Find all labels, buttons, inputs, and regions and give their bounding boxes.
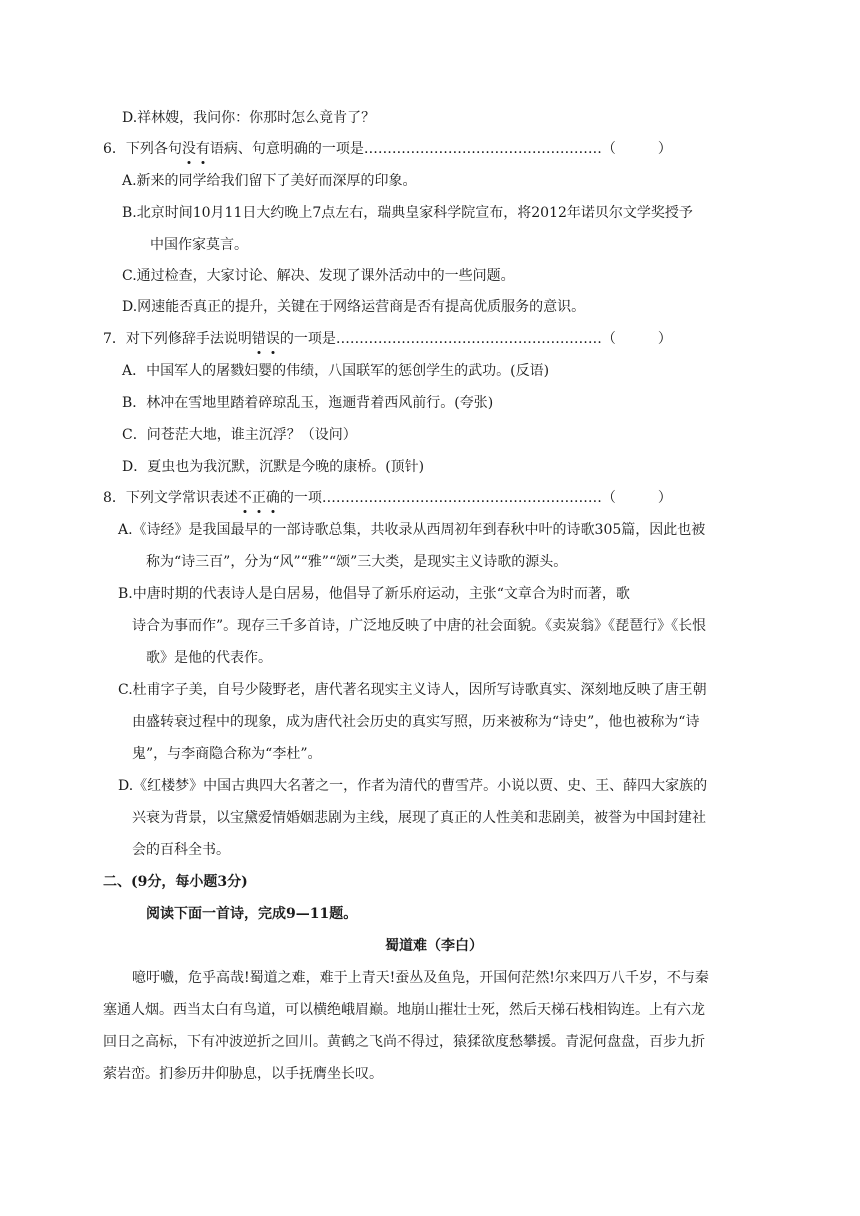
q7-option-c: C．问苍茫大地，谁主沉浮？（设问） [122,427,357,443]
emphasis-char: 没 [181,141,196,157]
emphasis-dotted [238,490,280,506]
section-two-heading: 二、(9分，每小题3分) [103,874,248,890]
emphasis-char: 不 [237,490,252,506]
emphasis-char: 确 [265,490,280,506]
q7-option-a: A．中国军人的屠戮妇婴的伟绩，八国联军的惩创学生的武功。(反语) [122,363,550,379]
q6-option-c: C.通过检查，大家讨论、解决、发现了课外活动中的一些问题。 [122,268,515,284]
emphasis-dotted [182,141,210,157]
q8-option-a-cont: 称为“诗三百”，分为“风”“雅”“颂”三大类，是现实主义诗歌的源头。 [146,554,568,570]
emphasis-dotted [252,331,280,347]
question-6-stem: 6．下列各句没有语病、句意明确的一项是……………………………………………（ ） [103,141,672,157]
poem-line: 噫吁嚱，危乎高哉!蜀道之难，难于上青天!蚕丛及鱼凫，开国何茫然!尔来四万八千岁，不与秦 [132,970,709,986]
poem-line: 萦岩峦。扪参历井仰胁息，以手抚膺坐长叹。 [103,1066,383,1082]
emphasis-char: 错 [251,331,266,347]
q7-option-d: D．夏虫也为我沉默，沉默是今晚的康桥。(顶针) [122,459,425,475]
q6-option-b-cont: 中国作家莫言。 [150,237,248,253]
poem-title: 蜀道难（李白） [385,938,483,954]
emphasis-char: 误 [265,331,280,347]
q8-option-c: C.杜甫字子美，自号少陵野老，唐代著名现实主义诗人，因所写诗歌真实、深刻地反映了唐王朝 [118,682,707,698]
q8-option-b: B.中唐时期的代表诗人是白居易，他倡导了新乐府运动，主张“文章合为时而著，歌 [118,586,630,602]
question-8-stem: 8．下列文学常识表述不正确的一项……………………………………………………（ ） [103,490,672,506]
question-7-stem: 7．对下列修辞手法说明错误的一项是…………………………………………………（ ） [103,331,672,347]
q8-option-b-cont: 歌》是他的代表作。 [146,650,272,666]
q8-option-d-cont: 会的百科全书。 [132,842,230,858]
emphasis-char: 正 [251,490,266,506]
q7-option-b: B．林冲在雪地里踏着碎琼乱玉，迤逦背着西风前行。(夸张) [122,395,494,411]
reading-instruction: 阅读下面一首诗，完成9—11题。 [146,906,358,922]
q6-option-a: A.新来的同学给我们留下了美好而深厚的印象。 [122,173,417,189]
q8-option-c-cont: 鬼”，与李商隐合称为“李杜”。 [132,746,322,762]
q8-option-a: A.《诗经》是我国最早的一部诗歌总集，共收录从西周初年到春秋中叶的诗歌305篇，因此也被 [118,522,706,538]
q8-option-c-cont: 由盛转衰过程中的现象，成为唐代社会历史的真实写照，历来被称为“诗史”，他也被称为“诗 [132,714,700,730]
q6-option-d: D.网速能否真正的提升，关键在于网络运营商是否有提高优质服务的意识。 [122,299,586,315]
q8-option-d: D.《红楼梦》中国古典四大名著之一，作者为清代的曹雪芹。小说以贾、史、王、薛四大家族的 [118,778,708,794]
q8-option-d-cont: 兴衰为背景，以宝黛爱情婚姻悲剧为主线，展现了真正的人性美和悲剧美，被誉为中国封建社 [132,810,706,826]
q6-option-b: B.北京时间10月11日大约晚上7点左右，瑞典皇家科学院宣布，将2012年诺贝尔文学奖授予 [122,205,693,221]
emphasis-char: 有 [195,141,210,157]
q8-option-b-cont: 诗合为事而作”。现存三千多首诗，广泛地反映了中唐的社会面貌。《卖炭翁》《琵琶行》《长恨 [132,618,707,634]
poem-line: 塞通人烟。西当太白有鸟道，可以横绝峨眉巅。地崩山摧壮士死，然后天梯石栈相钩连。上有六龙 [103,1002,705,1018]
poem-line: 回日之高标，下有冲波逆折之回川。黄鹤之飞尚不得过，猿猱欲度愁攀援。青泥何盘盘，百步九折 [103,1034,705,1050]
q5-option-d: D.祥林嫂，我问你：你那时怎么竟肯了？ [122,110,376,126]
